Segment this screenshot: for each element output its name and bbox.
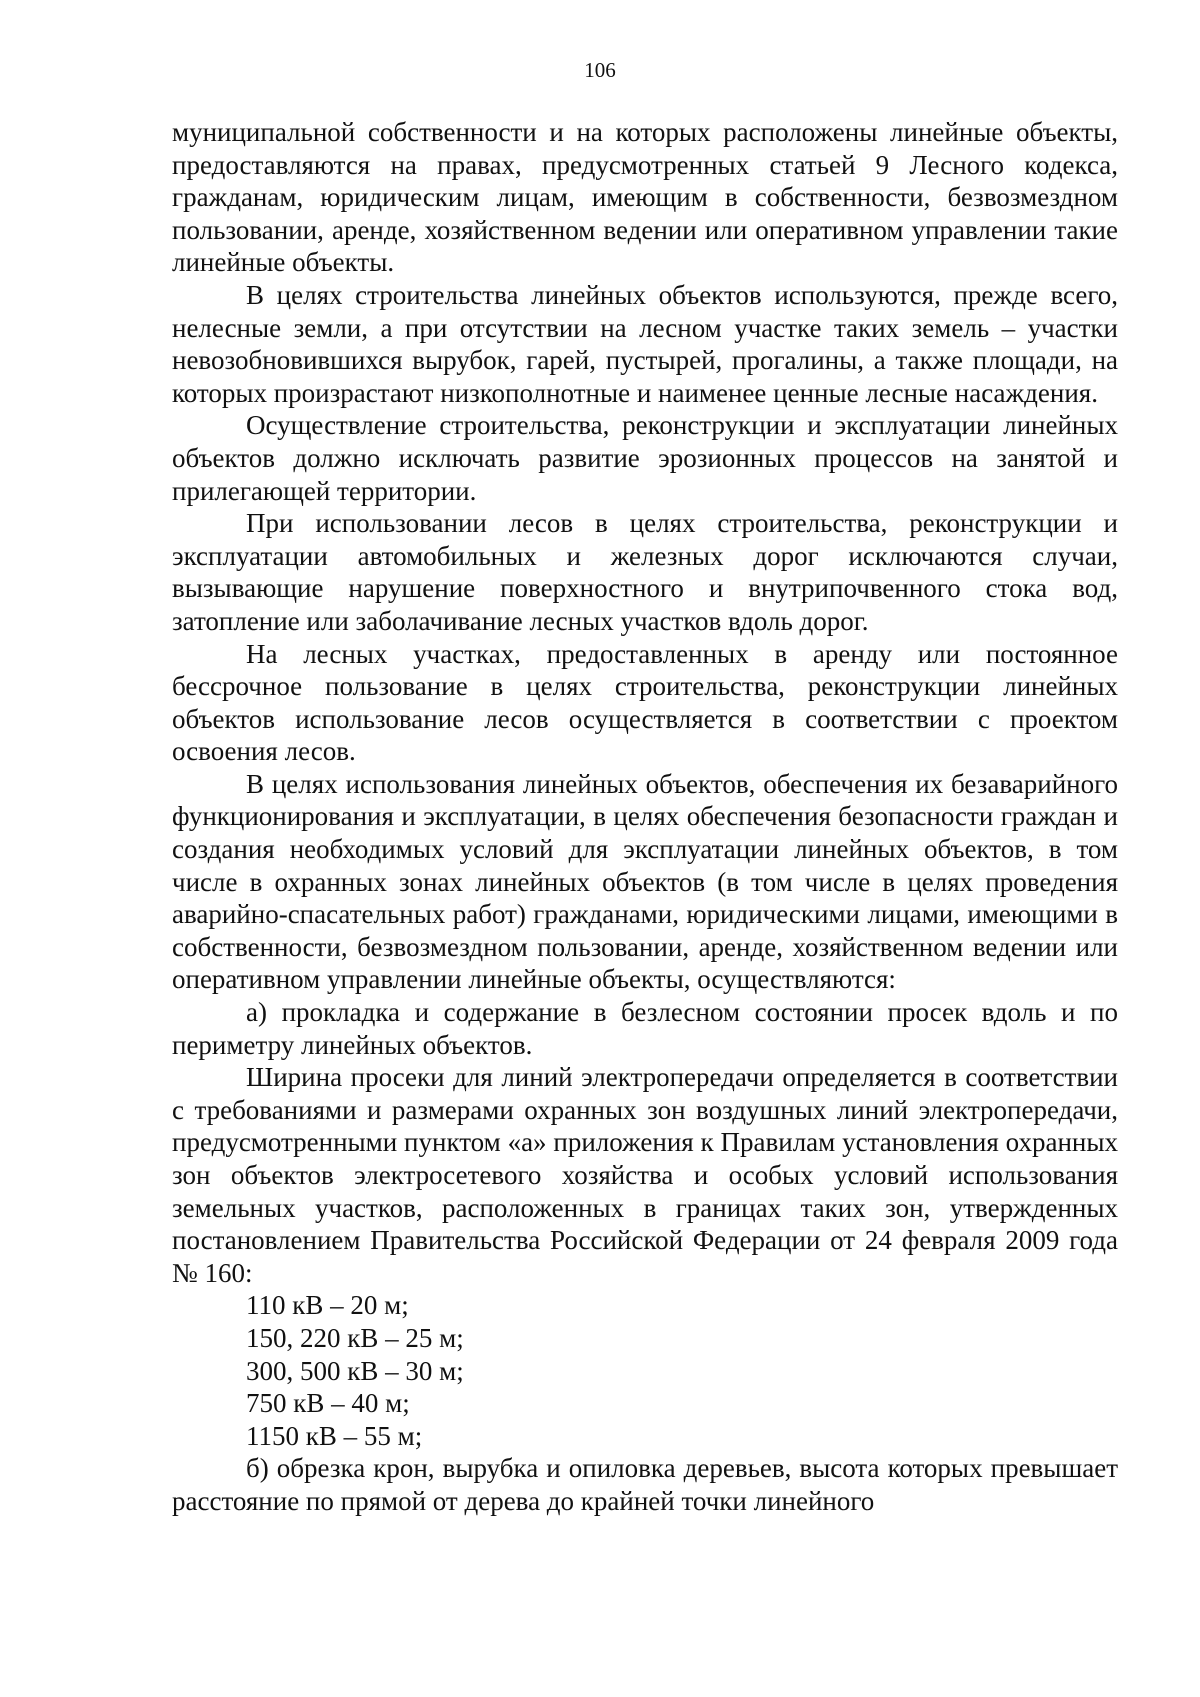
document-body xyxy=(172,116,1118,1518)
voltage-list-item: 300, 500 кВ – 30 м; xyxy=(246,1355,464,1386)
paragraph: Ширина просеки для линий электропередачи определяется в соответствии с требованиями и размерами охранных зон воздушных линий электропередачи, предусмотренными пунктом «а» приложения к Правилам установления охранных зон объектов электросетевого хозяйства и особых условий использования земельных участков, расположенных в границах таких зон, утвержденных постановлением Правительства Российской Федерации от 24 февраля 2009 года № 160: xyxy=(172,1062,1118,1288)
paragraph: В целях строительства линейных объектов используются, прежде всего, нелесные земли, а при отсутствии на лесном участке таких земель – участки невозобновившихся вырубок, гарей, пустырей, прогалины, а также площади, на которых произрастают низкополнотные и наименее ценные лесные насаждения. xyxy=(172,279,1118,408)
voltage-list-item: 110 кВ – 20 м; xyxy=(246,1290,409,1321)
voltage-list-item: 750 кВ – 40 м; xyxy=(246,1388,410,1419)
paragraph: Осуществление строительства, реконструкции и эксплуатации линейных объектов должно исключать развитие эрозионных процессов на занятой и прилегающей территории. xyxy=(172,410,1118,506)
paragraph-continuation: муниципальной собственности и на которых расположены линейные объекты, предоставляются на правах, предусмотренных статьей 9 Лесного кодекса, гражданам, юридическим лицам, имеющим в собственности, безвозмездном пользовании, аренде, хозяйственном ведении или оперативном управлении такие линейные объекты. xyxy=(172,117,1118,278)
paragraph: На лесных участках, предоставленных в аренду или постоянное бессрочное пользование в целях строительства, реконструкции линейных объектов использование лесов осуществляется в соответствии с проектом освоения лесов. xyxy=(172,638,1118,767)
paragraph: В целях использования линейных объектов, обеспечения их безаварийного функционирования и эксплуатации, в целях обеспечения безопасности граждан и создания необходимых условий для эксплуатации линейных объектов, в том числе в охранных зонах линейных объектов (в том числе в целях проведения аварийно-спасательных работ) гражданами, юридическими лицами, имеющими в собственности, безвозмездном пользовании, аренде, хозяйственном ведении или оперативном управлении линейные объекты, осуществляются: xyxy=(172,768,1118,995)
paragraph: При использовании лесов в целях строительства, реконструкции и эксплуатации автомобильных и железных дорог исключаются случаи, вызывающие нарушение поверхностного и внутрипочвенного стока вод, затопление или заболачивание лесных участков вдоль дорог. xyxy=(172,508,1118,636)
voltage-list-item: 1150 кВ – 55 м; xyxy=(246,1420,423,1451)
paragraph-item-b: б) обрезка крон, вырубка и опиловка деревьев, высота которых превышает расстояние по прямой от дерева до крайней точки линейного xyxy=(172,1453,1118,1516)
voltage-list-item: 150, 220 кВ – 25 м; xyxy=(246,1322,464,1353)
paragraph-item-a: а) прокладка и содержание в безлесном состоянии просек вдоль и по периметру линейных объектов. xyxy=(172,997,1118,1060)
page-number: 106 xyxy=(584,58,616,82)
